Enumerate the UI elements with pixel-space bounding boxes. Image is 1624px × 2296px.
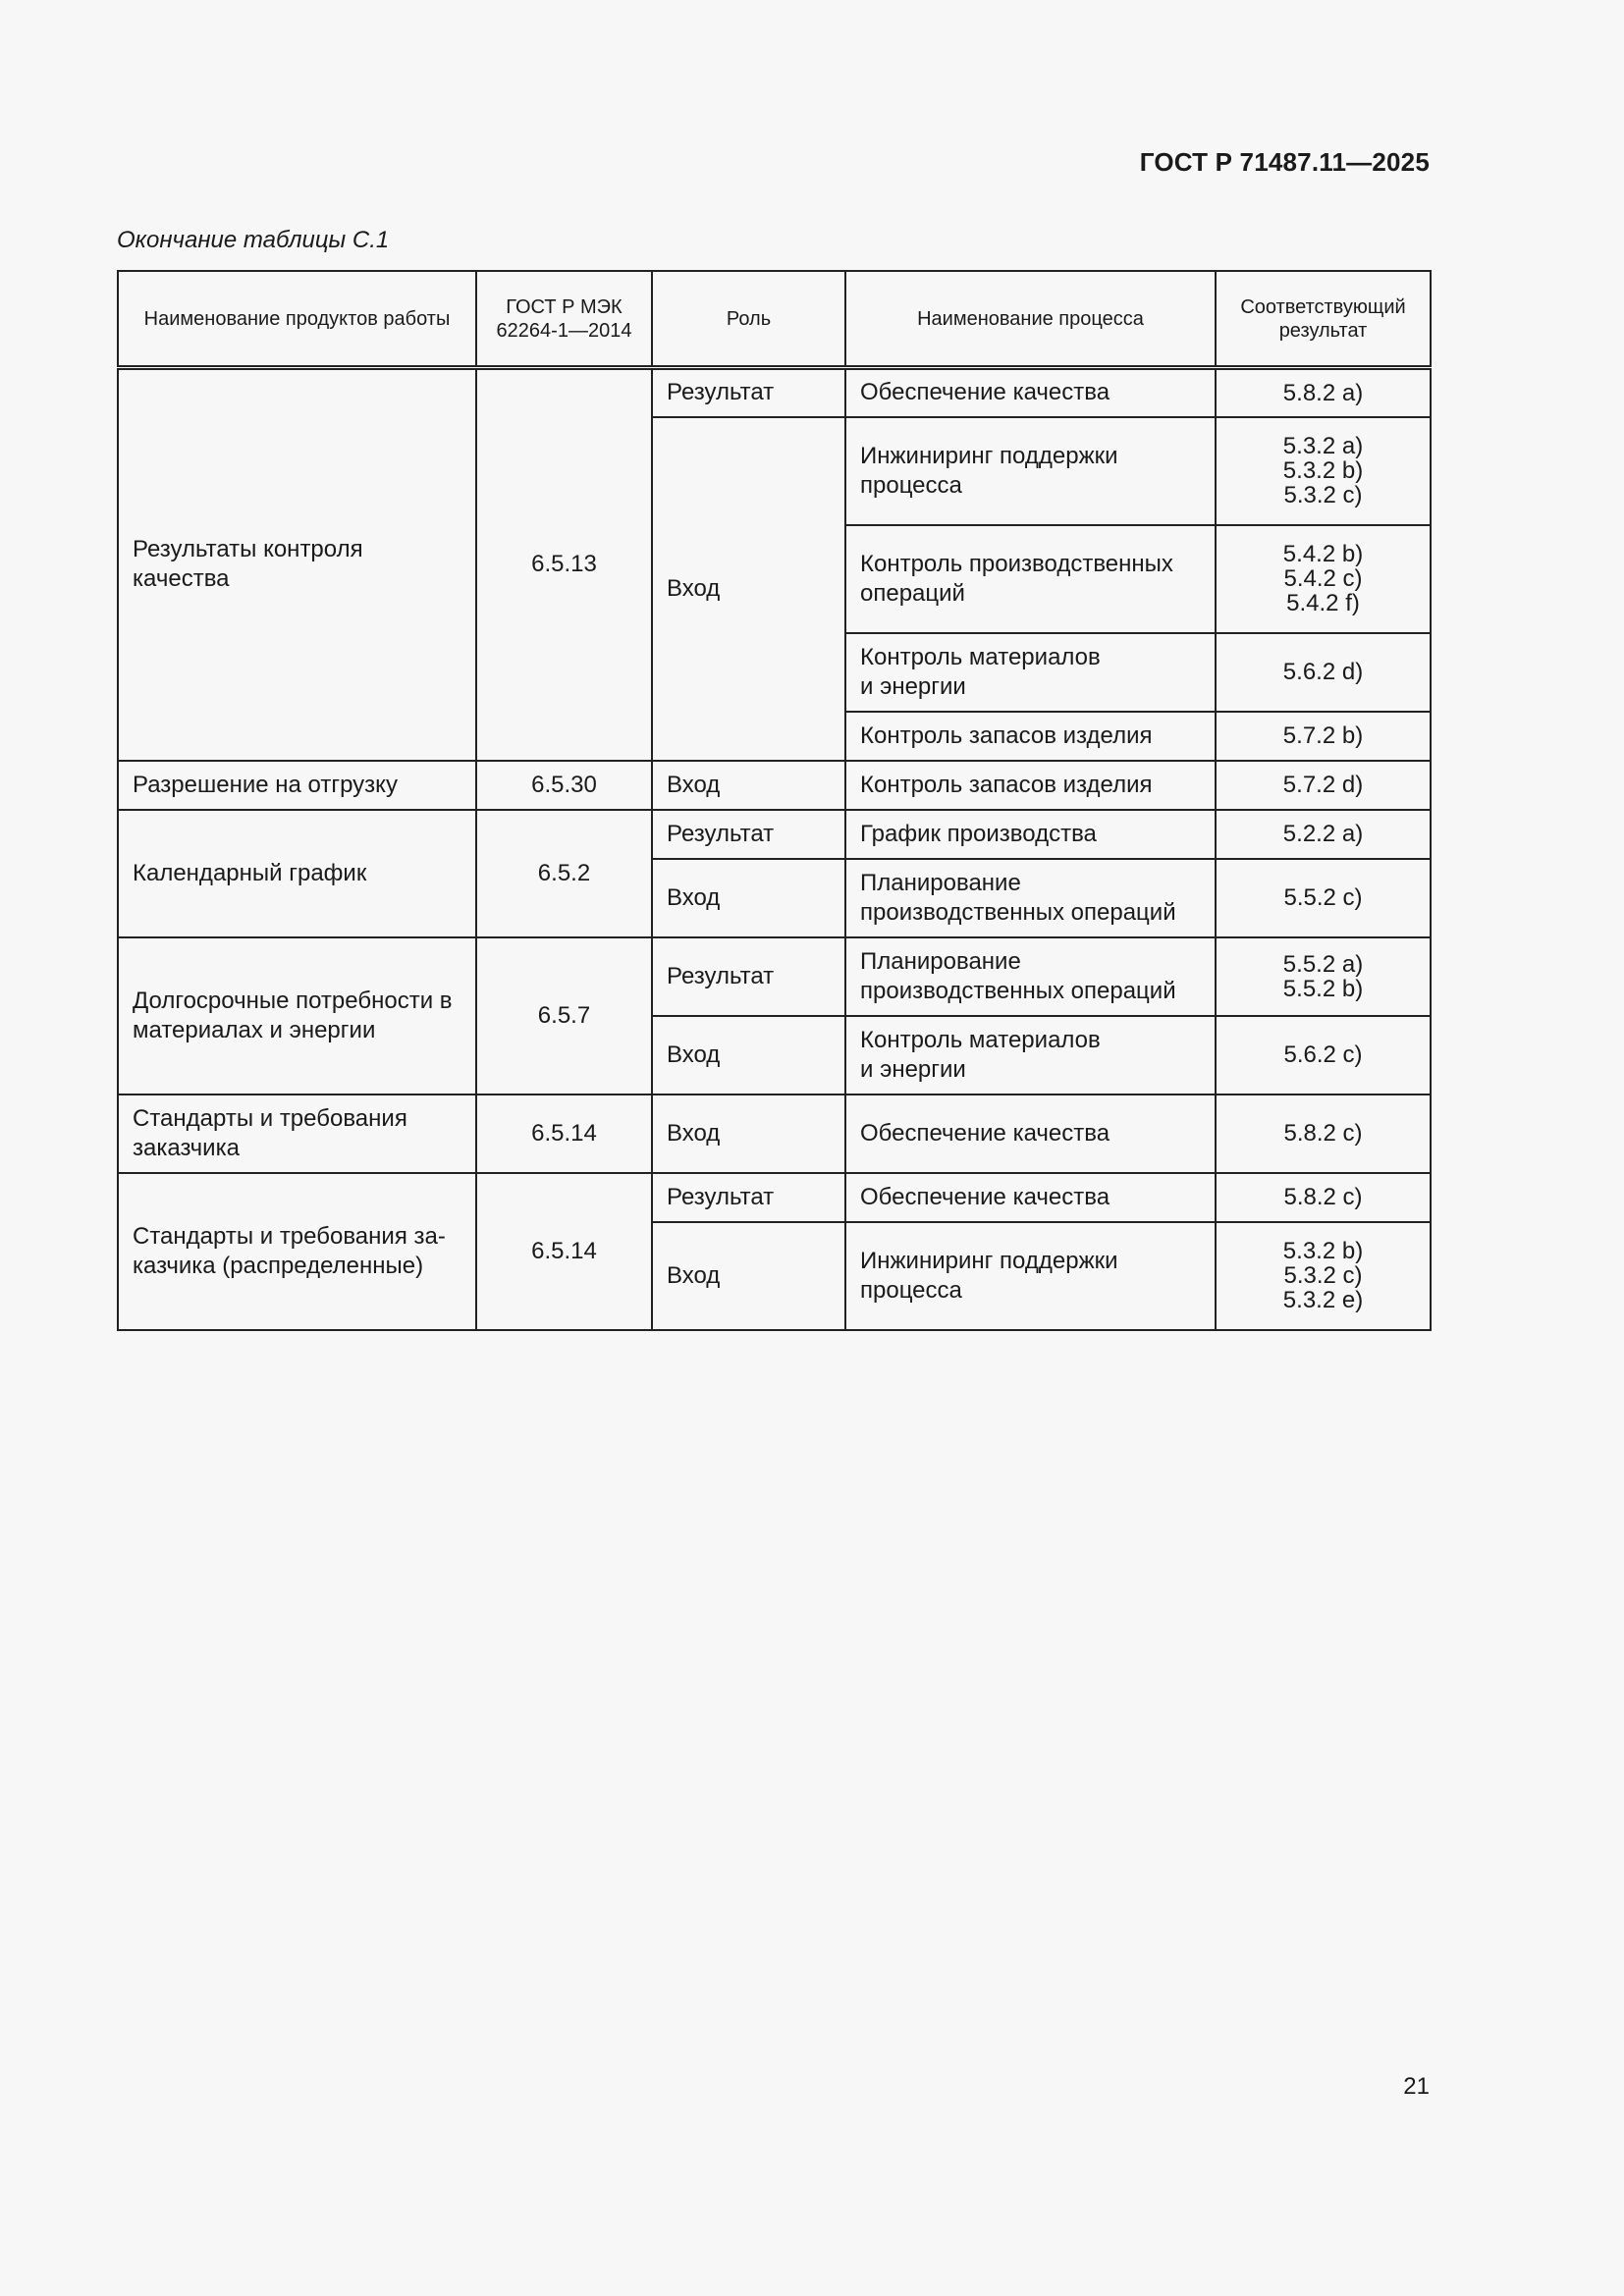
- table-row: [118, 368, 1431, 417]
- header-result: Соответствующий результат: [1216, 271, 1431, 368]
- standard-ref-cell: 6.5.13: [476, 368, 652, 761]
- product-name-cell: Календарный график: [118, 810, 476, 937]
- process-name-cell: Обеспечение качества: [845, 368, 1216, 417]
- standard-ref-cell: 6.5.2: [476, 810, 652, 937]
- role-cell: Результат: [652, 368, 845, 417]
- header-product: Наименование продуктов работы: [118, 271, 476, 368]
- table-row: [118, 1173, 1431, 1222]
- process-name-cell: Инжиниринг поддержки процесса: [845, 1222, 1216, 1330]
- standard-ref-cell: 6.5.30: [476, 761, 652, 810]
- role-cell: Вход: [652, 1016, 845, 1095]
- role-cell: Вход: [652, 1095, 845, 1173]
- process-name-cell: Планирование производственных операций: [845, 937, 1216, 1016]
- process-name-cell: Контроль материалов и энергии: [845, 1016, 1216, 1095]
- role-cell: Вход: [652, 1222, 845, 1330]
- header-role: Роль: [652, 271, 845, 368]
- document-code: ГОСТ Р 71487.11—2025: [1139, 147, 1430, 177]
- result-cell: 5.6.2 d): [1216, 633, 1431, 712]
- role-cell: Вход: [652, 417, 845, 761]
- result-cell: 5.4.2 b) 5.4.2 c) 5.4.2 f): [1216, 525, 1431, 633]
- process-name-cell: Контроль запасов изделия: [845, 712, 1216, 761]
- standard-ref-cell: 6.5.7: [476, 937, 652, 1095]
- result-cell: 5.7.2 b): [1216, 712, 1431, 761]
- table-body: [118, 368, 1431, 1330]
- result-cell: 5.3.2 a) 5.3.2 b) 5.3.2 c): [1216, 417, 1431, 525]
- table-row: [118, 1095, 1431, 1173]
- table-header-row: [118, 271, 1431, 368]
- table-row: [118, 937, 1431, 1016]
- role-cell: Вход: [652, 761, 845, 810]
- table-caption: Окончание таблицы С.1: [117, 227, 390, 253]
- product-name-cell: Стандарты и требования за- казчика (распределенные): [118, 1173, 476, 1330]
- table-row: [118, 810, 1431, 859]
- correspondence-table: [117, 270, 1432, 1331]
- process-name-cell: График производства: [845, 810, 1216, 859]
- result-cell: 5.6.2 c): [1216, 1016, 1431, 1095]
- process-name-cell: Контроль производственных операций: [845, 525, 1216, 633]
- role-cell: Результат: [652, 810, 845, 859]
- process-name-cell: Планирование производственных операций: [845, 859, 1216, 937]
- role-cell: Вход: [652, 859, 845, 937]
- standard-ref-cell: 6.5.14: [476, 1173, 652, 1330]
- result-cell: 5.8.2 c): [1216, 1095, 1431, 1173]
- process-name-cell: Обеспечение качества: [845, 1095, 1216, 1173]
- result-cell: 5.3.2 b) 5.3.2 c) 5.3.2 e): [1216, 1222, 1431, 1330]
- role-cell: Результат: [652, 1173, 845, 1222]
- process-name-cell: Контроль запасов изделия: [845, 761, 1216, 810]
- process-name-cell: Контроль материалов и энергии: [845, 633, 1216, 712]
- header-standard: ГОСТ Р МЭК 62264-1—2014: [476, 271, 652, 368]
- result-cell: 5.5.2 a) 5.5.2 b): [1216, 937, 1431, 1016]
- standard-ref-cell: 6.5.14: [476, 1095, 652, 1173]
- result-cell: 5.5.2 c): [1216, 859, 1431, 937]
- page-number: 21: [1403, 2073, 1430, 2100]
- product-name-cell: Долгосрочные потребности в материалах и энергии: [118, 937, 476, 1095]
- table-row: [118, 761, 1431, 810]
- result-cell: 5.7.2 d): [1216, 761, 1431, 810]
- result-cell: 5.8.2 a): [1216, 368, 1431, 417]
- product-name-cell: Стандарты и требования заказчика: [118, 1095, 476, 1173]
- result-cell: 5.2.2 a): [1216, 810, 1431, 859]
- process-name-cell: Инжиниринг поддержки процесса: [845, 417, 1216, 525]
- role-cell: Результат: [652, 937, 845, 1016]
- header-process: Наименование процесса: [845, 271, 1216, 368]
- product-name-cell: Результаты контроля качества: [118, 368, 476, 761]
- product-name-cell: Разрешение на отгрузку: [118, 761, 476, 810]
- process-name-cell: Обеспечение качества: [845, 1173, 1216, 1222]
- result-cell: 5.8.2 c): [1216, 1173, 1431, 1222]
